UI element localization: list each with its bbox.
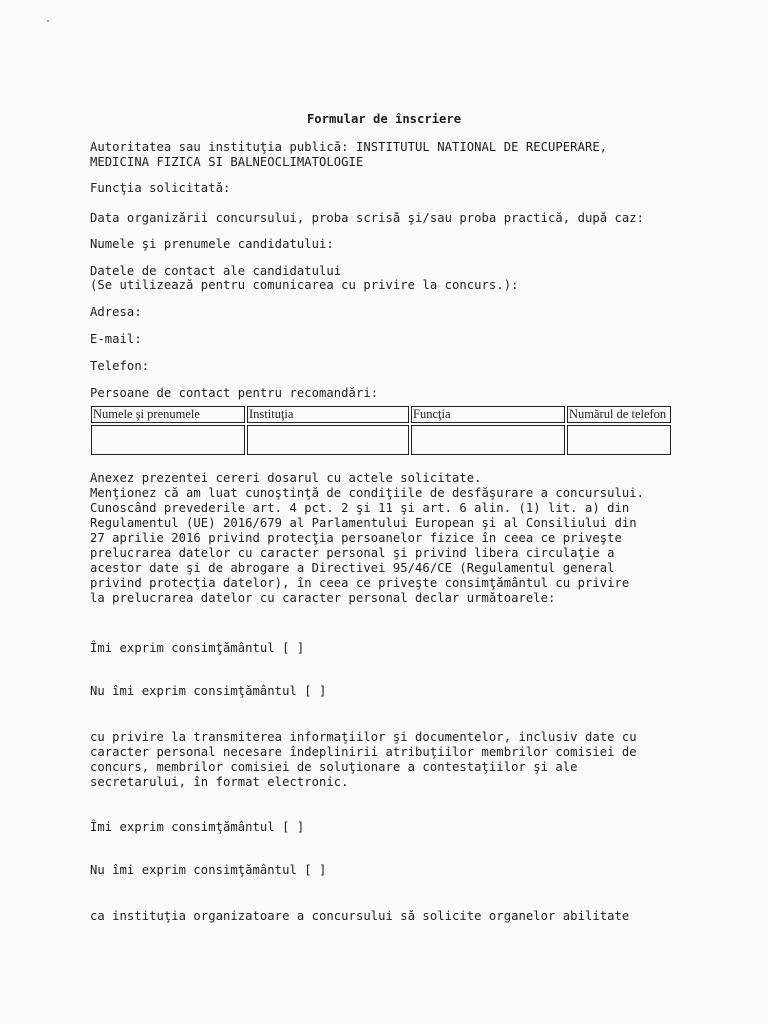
declaration-line: privind protecţia datelor), în ceea ce priveşte consimţământul cu privire: [90, 576, 630, 590]
column-header-institution: Instituţia: [247, 406, 409, 423]
column-header-phone: Numărul de telefon: [567, 406, 671, 423]
references-label: Persoane de contact pentru recomandări:: [90, 386, 379, 400]
consent-electronic-disagree-checkbox[interactable]: Nu îmi exprim consimţământul [ ]: [90, 863, 327, 877]
authority-line-1: Autoritatea sau instituţia publică: INSTITUTUL NATIONAL DE RECUPERARE,: [90, 140, 608, 154]
consent-electronic-agree-checkbox[interactable]: Îmi exprim consimţământul [ ]: [90, 820, 305, 834]
transmission-line: cu privire la transmiterea informaţiilor şi documentelor, inclusiv date cu: [90, 730, 637, 744]
declaration-line: Menţionez că am luat cunoştinţă de condiţiile de desfăşurare a concursului.: [90, 486, 645, 500]
contact-details-label: Datele de contact ale candidatului: [90, 264, 342, 278]
candidate-name-label: Numele şi prenumele candidatului:: [90, 237, 334, 251]
cell-institution-field[interactable]: [247, 425, 409, 455]
scan-speck: [47, 20, 49, 22]
declaration-line: la prelucrarea datelor cu caracter personal declar următoarele:: [90, 591, 556, 605]
transmission-line: concurs, membrilor comisiei de soluţionare a contestaţiilor şi ale: [90, 760, 578, 774]
cell-function-field[interactable]: [411, 425, 565, 455]
authority-line-2: MEDICINA FIZICA SI BALNEOCLIMATOLOGIE: [90, 155, 364, 169]
cell-name-field[interactable]: [91, 425, 245, 455]
transmission-line: caracter personal necesare îndeplinirii atribuţiilor membrilor comisiei de: [90, 745, 637, 759]
consent-disagree-checkbox[interactable]: Nu îmi exprim consimţământul [ ]: [90, 684, 327, 698]
references-table-row: [91, 425, 671, 455]
phone-label: Telefon:: [90, 359, 150, 373]
declaration-line: Regulamentul (UE) 2016/679 al Parlamentului European şi al Consiliului din: [90, 516, 637, 530]
consent-agree-checkbox[interactable]: Îmi exprim consimţământul [ ]: [90, 641, 305, 655]
address-label: Adresa:: [90, 305, 142, 319]
references-table-header: [91, 406, 671, 423]
declaration-line: acestor date şi de abrogare a Directivei 95/46/CE (Regulamentul general: [90, 561, 615, 575]
column-header-name: Numele şi prenumele: [91, 406, 245, 423]
references-table: [89, 404, 673, 457]
declaration-line: prelucrarea datelor cu caracter personal şi privind libera circulaţie a: [90, 546, 615, 560]
function-label: Funcţia solicitată:: [90, 181, 231, 195]
declaration-line: 27 aprilie 2016 privind protecţia persoanelor fizice în ceea ce priveşte: [90, 531, 622, 545]
cell-phone-field[interactable]: [567, 425, 671, 455]
contest-date-label: Data organizării concursului, proba scrisă şi/sau proba practică, după caz:: [90, 211, 645, 225]
contact-details-note: (Se utilizează pentru comunicarea cu privire la concurs.):: [90, 278, 519, 292]
column-header-function: Funcţia: [411, 406, 565, 423]
transmission-line: secretarului, în format electronic.: [90, 775, 349, 789]
declaration-line: Anexez prezentei cereri dosarul cu actele solicitate.: [90, 471, 482, 485]
closing-line: ca instituţia organizatoare a concursului să solicite organelor abilitate: [90, 909, 630, 923]
form-title: Formular de înscriere: [306, 112, 462, 126]
declaration-line: Cunoscând prevederile art. 4 pct. 2 şi 11 şi art. 6 alin. (1) lit. a) din: [90, 501, 630, 515]
email-label: E-mail:: [90, 332, 142, 346]
